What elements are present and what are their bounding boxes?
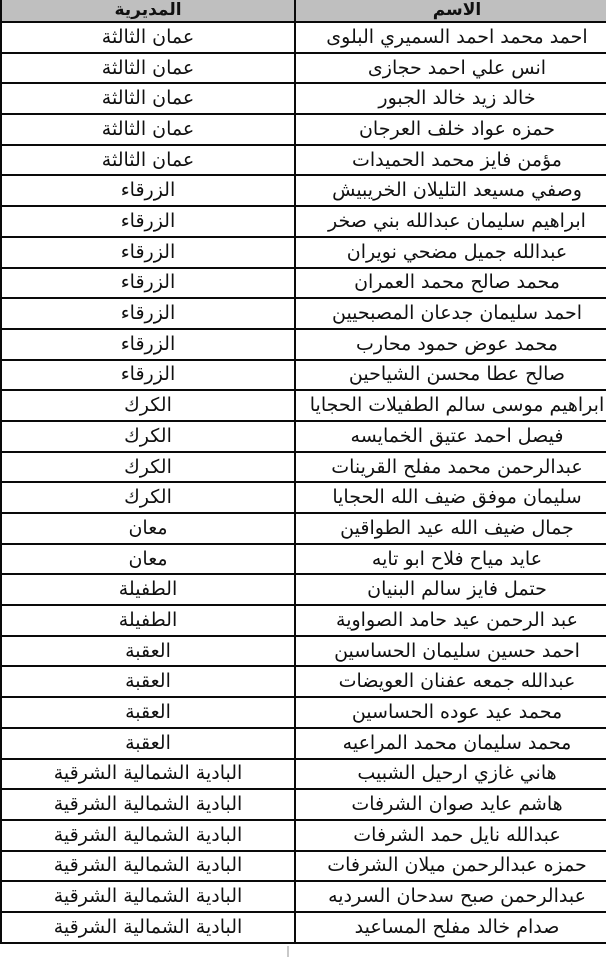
directorate-cell: البادية الشمالية الشرقية <box>1 912 295 943</box>
table-row <box>1 268 606 299</box>
directorate-cell: العقبة <box>1 636 295 667</box>
table-row <box>1 237 606 268</box>
table-row <box>1 482 606 513</box>
directorate-cell: الطفيلة <box>1 574 295 605</box>
table-row <box>1 605 606 636</box>
table-row <box>1 513 606 544</box>
directorate-cell: الزرقاء <box>1 360 295 391</box>
table-row <box>1 574 606 605</box>
table-row <box>1 544 606 575</box>
directorate-cell: العقبة <box>1 728 295 759</box>
directorate-cell: البادية الشمالية الشرقية <box>1 820 295 851</box>
column-header-directorate: المديرية <box>1 0 295 22</box>
name-cell: صدام خالد مفلح المساعيد <box>295 912 606 943</box>
directorate-cell: الكرك <box>1 421 295 452</box>
table-row <box>1 666 606 697</box>
name-cell: انس علي احمد حجازى <box>295 53 606 84</box>
directorate-cell: الطفيلة <box>1 605 295 636</box>
name-cell: هاني غازي ارحيل الشبيب <box>295 759 606 790</box>
name-cell: عبدالله جميل مضحي نويران <box>295 237 606 268</box>
table-row <box>1 83 606 114</box>
directorate-cell: الزرقاء <box>1 268 295 299</box>
table-row <box>1 114 606 145</box>
directorate-cell: العقبة <box>1 697 295 728</box>
column-header-name: الاسم <box>295 0 606 22</box>
directorate-cell: الكرك <box>1 390 295 421</box>
name-cell: جمال ضيف الله عيد الطواقين <box>295 513 606 544</box>
name-cell: عبدالله نايل حمد الشرفات <box>295 820 606 851</box>
name-cell: احمد محمد احمد السميري البلوى <box>295 22 606 53</box>
name-cell: محمد عيد عوده الحساسين <box>295 697 606 728</box>
table-body <box>1 22 606 943</box>
directorate-cell: البادية الشمالية الشرقية <box>1 759 295 790</box>
table-row <box>1 452 606 483</box>
name-cell: احمد حسين سليمان الحساسين <box>295 636 606 667</box>
name-cell: محمد صالح محمد العمران <box>295 268 606 299</box>
table-row <box>1 789 606 820</box>
table-row <box>1 206 606 237</box>
table-row <box>1 421 606 452</box>
table-row <box>1 636 606 667</box>
name-cell: ابراهيم موسى سالم الطفيلات الحجايا <box>295 390 606 421</box>
name-cell: سليمان موفق ضيف الله الحجايا <box>295 482 606 513</box>
directorate-cell: الكرك <box>1 482 295 513</box>
directorate-cell: عمان الثالثة <box>1 114 295 145</box>
directorate-cell: عمان الثالثة <box>1 83 295 114</box>
table-row <box>1 175 606 206</box>
table-row <box>1 360 606 391</box>
name-cell: احمد سليمان جدعان المصبحيين <box>295 298 606 329</box>
directorate-cell: معان <box>1 513 295 544</box>
header-row <box>1 0 606 22</box>
directorate-cell: البادية الشمالية الشرقية <box>1 851 295 882</box>
name-cell: خالد زيد خالد الجبور <box>295 83 606 114</box>
table-row <box>1 22 606 53</box>
directorate-cell: الزرقاء <box>1 237 295 268</box>
name-cell: عبدالرحمن محمد مفلح القرينات <box>295 452 606 483</box>
table-row <box>1 390 606 421</box>
table-row <box>1 145 606 176</box>
table-row <box>1 329 606 360</box>
name-cell: وصفي مسيعد التليلان الخريبيش <box>295 175 606 206</box>
directorate-cell: عمان الثالثة <box>1 22 295 53</box>
table-row <box>1 851 606 882</box>
table-row <box>1 881 606 912</box>
name-cell: صالح عطا محسن الشياحين <box>295 360 606 391</box>
name-cell: ابراهيم سليمان عبدالله بني صخر <box>295 206 606 237</box>
table-row <box>1 298 606 329</box>
name-cell: محمد سليمان محمد المراعيه <box>295 728 606 759</box>
directorate-cell: الزرقاء <box>1 329 295 360</box>
directorate-cell: الكرك <box>1 452 295 483</box>
directorate-cell: معان <box>1 544 295 575</box>
directorate-cell: الزرقاء <box>1 206 295 237</box>
name-cell: عبدالرحمن صبح سدحان السرديه <box>295 881 606 912</box>
table-row <box>1 912 606 943</box>
table-header <box>1 0 606 22</box>
directorate-cell: عمان الثالثة <box>1 145 295 176</box>
directorate-cell: البادية الشمالية الشرقية <box>1 881 295 912</box>
name-cell: عايد مياح فلاح ابو تايه <box>295 544 606 575</box>
table-row <box>1 53 606 84</box>
directorate-cell: الزرقاء <box>1 175 295 206</box>
table-row <box>1 759 606 790</box>
name-cell: فيصل احمد عتيق الخمايسه <box>295 421 606 452</box>
name-cell: حمزه عواد خلف العرجان <box>295 114 606 145</box>
name-cell: محمد عوض حمود محارب <box>295 329 606 360</box>
table-row <box>1 728 606 759</box>
name-cell: حمزه عبدالرحمن ميلان الشرفات <box>295 851 606 882</box>
cropped-next-row-divider <box>287 946 289 957</box>
name-cell: عبد الرحمن عيد حامد الصواوية <box>295 605 606 636</box>
name-cell: مؤمن فايز محمد الحميدات <box>295 145 606 176</box>
name-cell: هاشم عايد صوان الشرفات <box>295 789 606 820</box>
name-cell: حتمل فايز سالم البنيان <box>295 574 606 605</box>
table-row <box>1 820 606 851</box>
directorate-cell: عمان الثالثة <box>1 53 295 84</box>
name-cell: عبدالله جمعه عفنان العويضات <box>295 666 606 697</box>
directorate-cell: العقبة <box>1 666 295 697</box>
table-row <box>1 697 606 728</box>
directorate-cell: البادية الشمالية الشرقية <box>1 789 295 820</box>
directorate-cell: الزرقاء <box>1 298 295 329</box>
